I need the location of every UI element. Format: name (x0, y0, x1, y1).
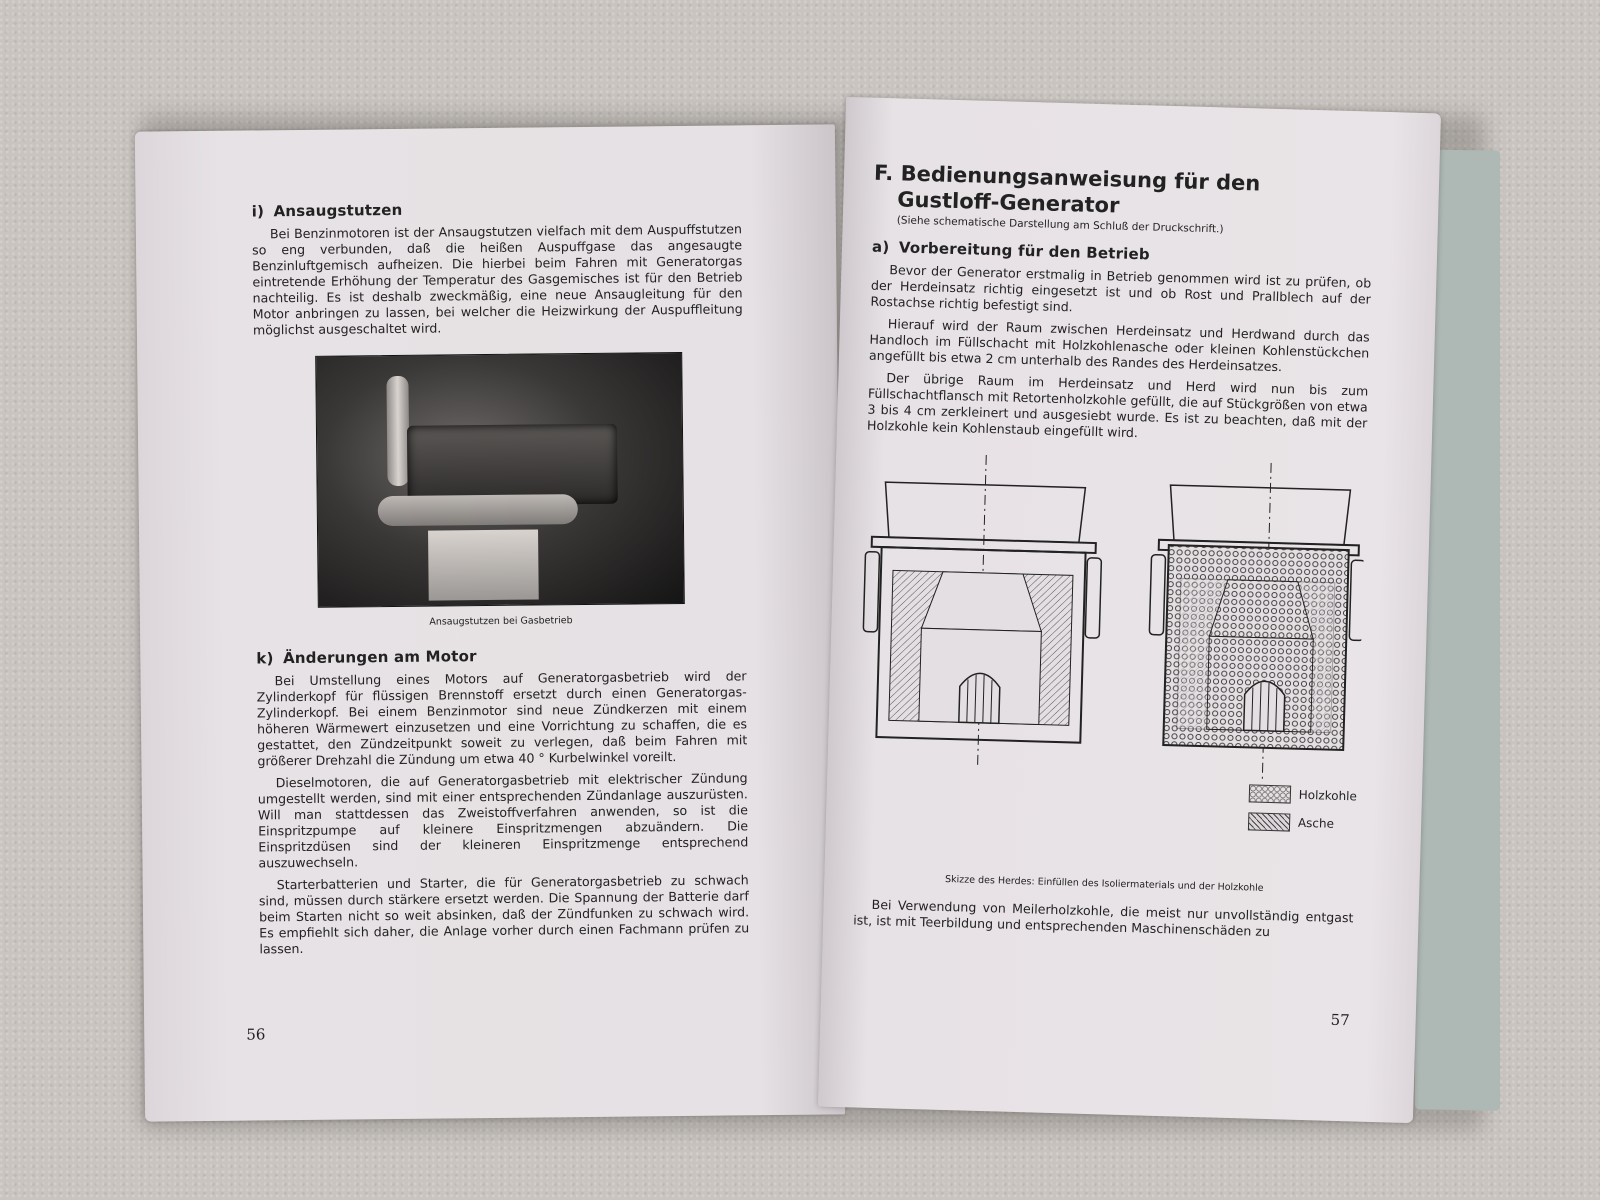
section-i-title: Ansaugstutzen (273, 200, 403, 221)
left-page (135, 124, 845, 1121)
legend-row-holzkohle (1248, 784, 1357, 805)
figure-caption: Skizze des Herdes: Einfüllen des Isoliermaterials und der Holzkohle (944, 873, 1264, 894)
photo-engine-block (406, 424, 617, 506)
legend-row-asche (1248, 812, 1357, 833)
chapter-title-line-1: F. Bedienungsanweisung für den (873, 160, 1261, 196)
hearth-right (1145, 460, 1366, 786)
diagram-legend (1247, 784, 1357, 843)
section-a-title: Vorbereitung für den Betrieb (898, 238, 1151, 264)
section-k-paragraph-3: Starterbatterien und Starter, die für Generatorgasbetrieb zu schwach sind, müssen durch stärkere ersetzt werden. Die Spannung der Batterie darf beim Starten nicht so weit absinken, daß der Zündfunken zu schwach wird. Es empfiehlt sich daher, die Anlage vorher durch einen Fachmann prüfen zu lassen. (258, 872, 750, 957)
closing-paragraph: Bei Verwendung von Meilerholzkohle, die meist nur unvollständig entgast ist, ist mit Teerbildung und entsprechenden Maschinenschäden zu (853, 896, 1354, 940)
hearth-diagram (857, 452, 1366, 831)
chapter-note: (Siehe schematische Darstellung am Schluß der Druckschrift.) (896, 214, 1224, 236)
section-k-title: Änderungen am Motor (282, 647, 477, 668)
section-k-heading (256, 644, 746, 667)
photo-manifold (377, 494, 577, 526)
section-k-letter: k) (256, 649, 274, 668)
right-page (818, 97, 1441, 1123)
right-page-number: 57 (1330, 1010, 1350, 1030)
left-page-number: 56 (246, 1025, 266, 1044)
legend-holzkohle-label: Holzkohle (1298, 787, 1358, 804)
holzkohle-swatch (1248, 784, 1290, 803)
section-k-paragraph-1: Bei Umstellung eines Motors auf Generatorgasbetrieb wird der Zylinderkopf für flüssigen Brennstoff ersetzt durch einen Generatorgas-Zylinderkopf. Bei einem Benzinmotor sind neue Zündkerzen mit einem höheren Wärmewert einzusetzen und eine Vorrichtung zu schaffen, die es gestattet, den Zündzeitpunkt soweit zu verlegen, daß beim Fahren mit größerer Drehzahl die Zündung um etwa 40 ° Kurbelwinkel voreilt. (256, 668, 748, 769)
asche-swatch (1248, 812, 1290, 831)
section-i-paragraph: Bei Benzinmotoren ist der Ansaugstutzen vielfach mit dem Auspuffstutzen so eng verbunden, daß die heißen Auspuffgase das angesaugte Benzinluftgemisch aufheizen. Die hierbei beim Fahren mit Generatorgas eintretende Erhöhung der Temperatur des Gasgemisches ist für den Betrieb nachteilig. Es ist deshalb zweckmäßig, eine neue Ansaugleitung für den Motor anbringen zu lassen, bei welcher die Heizwirkung der Auspuffleitung möglichst ausgeschaltet wird. (252, 221, 743, 338)
photo-bracket (428, 529, 539, 600)
hearth-diagram-svg (857, 452, 1366, 786)
right-page-content (853, 160, 1374, 949)
section-a-letter: a) (871, 237, 890, 257)
section-a-paragraph-1: Bevor der Generator erstmalig in Betrieb genommen wird ist zu prüfen, ob der Herdeinsatz richtig eingesetzt ist und ob Rost und Prallblech auf der Rostachse richtig befestigt sind. (870, 262, 1372, 315)
section-i-letter: i) (251, 202, 265, 221)
photo-caption: Ansaugstutzen bei Gasbetrieb (429, 615, 573, 628)
photo-intake-pipe (386, 376, 409, 486)
engine-photo (315, 352, 685, 608)
legend-asche-label: Asche (1297, 815, 1335, 831)
left-page-content (252, 197, 750, 963)
section-a-paragraph-2: Hierauf wird der Raum zwischen Herdeinsatz und Herdwand durch das Handloch im Füllschacht mit Holzkohlenasche oder kleinen Kohlenstückchen angefüllt bis etwa 2 cm unterhalb des Randes des Herdeinsatzes. (868, 316, 1370, 375)
hearth-left (860, 452, 1105, 768)
section-a-paragraph-3: Der übrige Raum im Herdeinsatz und Herd wird nun bis zum Füllschachtflansch mit Retortenholzkohle gefüllt, die auf Stückgrößen von etwa 3 bis 4 cm zerkleinert und ausgesiebt wurde. Es ist zu beachten, daß mit der Holzkohle kein Kohlenstaub eingefüllt wird. (866, 370, 1369, 441)
section-i-heading (252, 197, 742, 220)
section-k-paragraph-2: Dieselmotoren, die auf Generatorgasbetrieb mit elektrischer Zündung umgestellt werden, sind mit einer entsprechenden Zündanlage auszurüsten. Will man stattdessen das Zweistoffverfahren anwenden, so ist die Einspritzpumpe auf kleinere Einspritzmengen abzuändern. Die Einspritzdüsen sind der kleineren Einspritzmenge entsprechend auszuwechseln. (257, 770, 749, 871)
chapter-title-line-2: Gustloff-Generator (897, 187, 1120, 218)
